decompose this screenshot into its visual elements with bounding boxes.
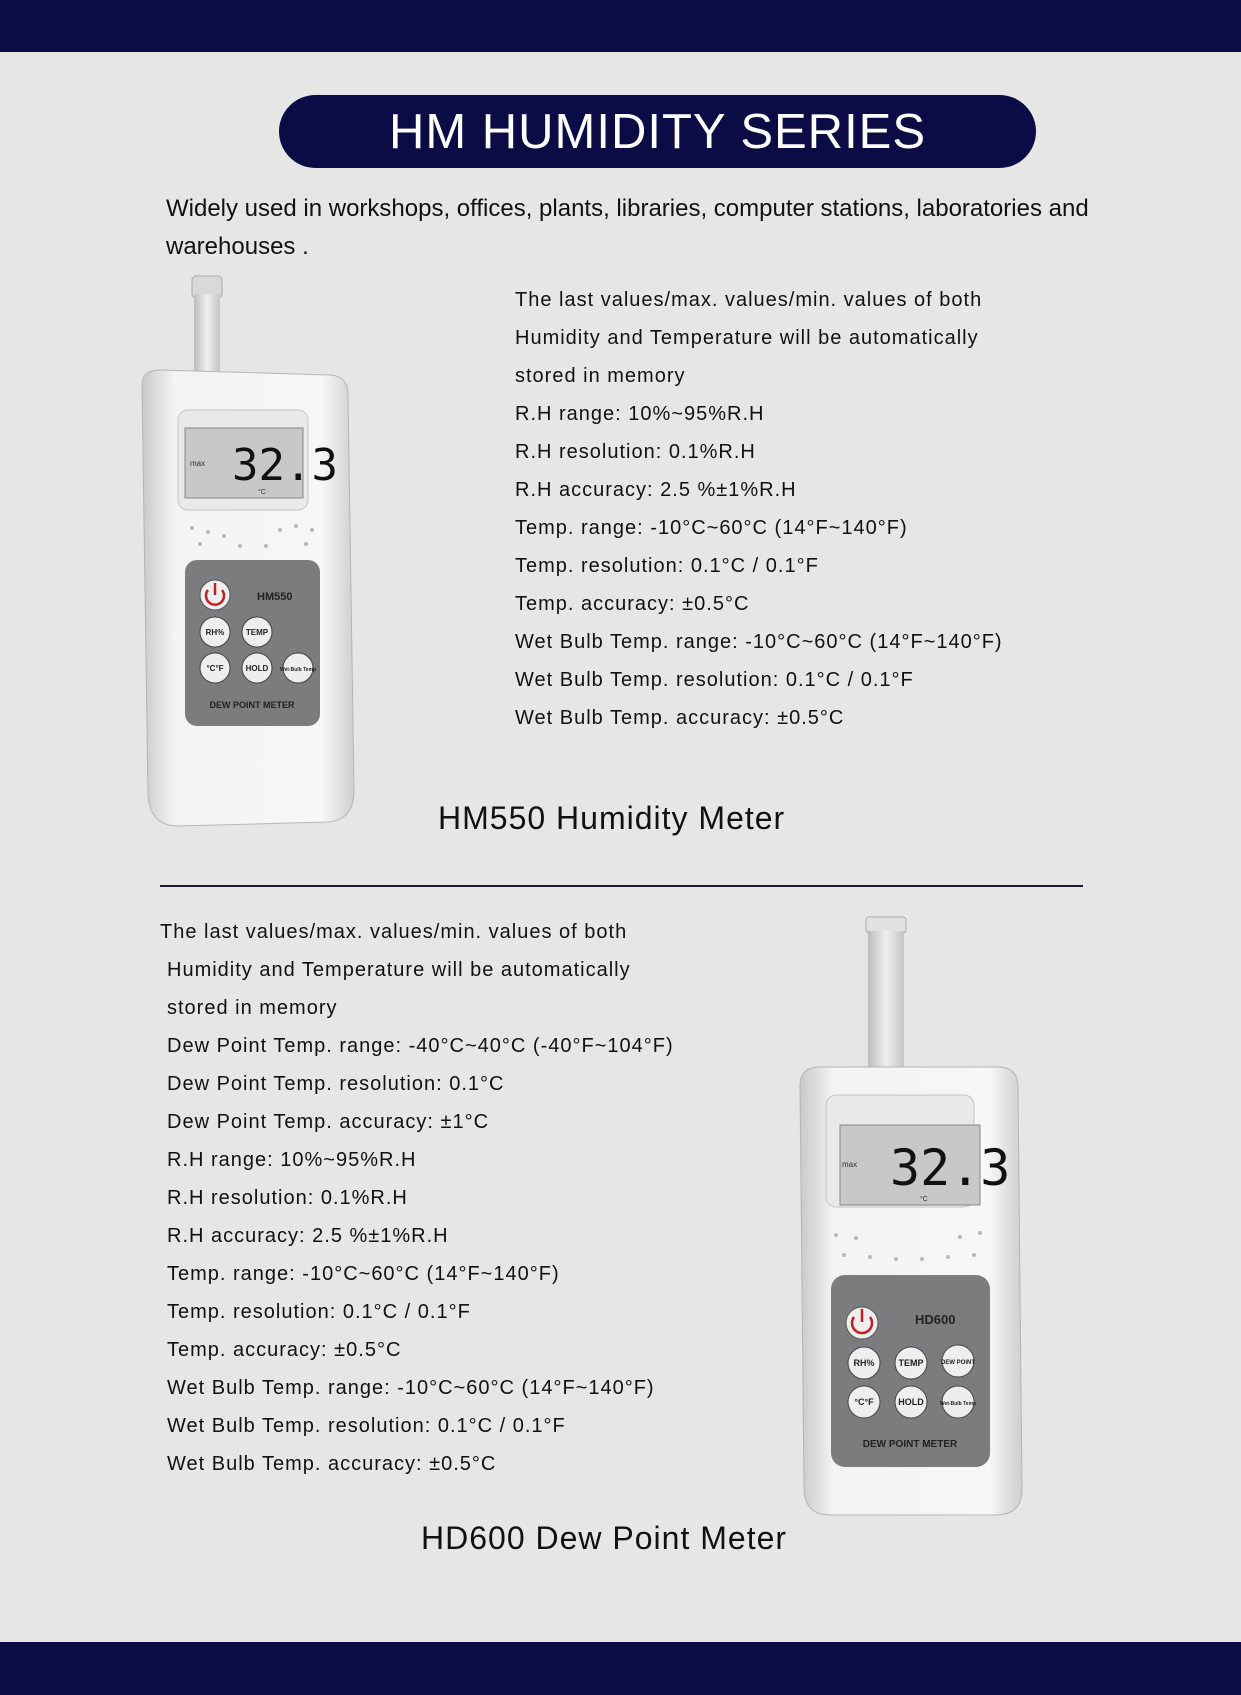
spec-line: Humidity and Temperature will be automatically	[167, 959, 631, 981]
spec-line: Wet Bulb Temp. accuracy: ±0.5°C	[167, 1453, 497, 1475]
page-title: HM HUMIDITY SERIES	[279, 95, 1036, 168]
hm550-btn-temp: TEMP	[245, 628, 269, 637]
hm550-model-label: HM550	[257, 591, 293, 603]
spec-line: R.H range: 10%~95%R.H	[515, 403, 765, 425]
spec-line: Temp. resolution: 0.1°C / 0.1°F	[515, 555, 819, 577]
spec-line: The last values/max. values/min. values of both	[515, 289, 983, 311]
section-divider	[160, 885, 1083, 887]
spec-line: Temp. resolution: 0.1°C / 0.1°F	[167, 1301, 471, 1323]
top-banner	[0, 0, 1241, 52]
hd600-btn-wetbulb: Wet-Bulb Temp	[939, 1401, 977, 1407]
spec-line: Dew Point Temp. accuracy: ±1°C	[167, 1111, 490, 1133]
spec-line: Temp. accuracy: ±0.5°C	[515, 593, 750, 615]
hd600-lcd-mode: max	[842, 1160, 858, 1169]
spec-line: R.H resolution: 0.1%R.H	[515, 441, 756, 463]
spec-line: Temp. range: -10°C~60°C (14°F~140°F)	[167, 1263, 560, 1285]
intro-paragraph: Widely used in workshops, offices, plants, libraries, computer stations, laboratories and warehouses .	[166, 195, 1089, 260]
hd600-btn-rh: RH%	[853, 1358, 875, 1368]
hm550-device-image	[130, 270, 380, 840]
hd600-lcd-value: 32.3	[890, 1139, 1011, 1197]
hm550-caption: HM550 Humidity Meter	[438, 800, 786, 836]
hm550-btn-rh: RH%	[205, 628, 225, 637]
hm550-lcd-mode: max	[190, 459, 206, 468]
hd600-btn-temp: TEMP	[898, 1358, 924, 1368]
spec-line: Wet Bulb Temp. range: -10°C~60°C (14°F~140°F)	[167, 1377, 655, 1399]
spec-line: Humidity and Temperature will be automatically	[515, 327, 979, 349]
spec-line: R.H accuracy: 2.5 %±1%R.H	[515, 479, 797, 501]
hm550-spec-list	[515, 281, 1003, 737]
hd600-btn-dewpoint: DEW POINT	[941, 1360, 975, 1366]
hm550-btn-wetbulb: Wet-Bulb Temp	[279, 667, 317, 673]
hd600-footer-label: DEW POINT METER	[862, 1439, 958, 1450]
spec-line: stored in memory	[515, 365, 686, 387]
hd600-btn-unit: °C°F	[854, 1397, 874, 1407]
spec-line: Dew Point Temp. range: -40°C~40°C (-40°F~104°F)	[167, 1035, 674, 1057]
spec-line: Wet Bulb Temp. resolution: 0.1°C / 0.1°F	[515, 669, 914, 691]
spec-line: Wet Bulb Temp. resolution: 0.1°C / 0.1°F	[167, 1415, 566, 1437]
spec-line: Temp. accuracy: ±0.5°C	[167, 1339, 402, 1361]
spec-line: Temp. range: -10°C~60°C (14°F~140°F)	[515, 517, 908, 539]
hd600-caption: HD600 Dew Point Meter	[421, 1520, 788, 1556]
hm550-lcd-unit: °C	[258, 489, 266, 496]
hm550-lcd-value: 32.3	[232, 440, 338, 491]
hm550-footer-label: DEW POINT METER	[209, 700, 295, 710]
spec-line: R.H resolution: 0.1%R.H	[167, 1187, 408, 1209]
hm550-btn-hold: HOLD	[245, 664, 269, 673]
spec-line: Wet Bulb Temp. range: -10°C~60°C (14°F~140°F)	[515, 631, 1003, 653]
hd600-model-label: HD600	[915, 1312, 956, 1327]
spec-line: The last values/max. values/min. values of both	[160, 921, 628, 943]
spec-line: Wet Bulb Temp. accuracy: ±0.5°C	[515, 707, 845, 729]
hd600-lcd-unit: °C	[920, 1196, 928, 1203]
spec-line: R.H accuracy: 2.5 %±1%R.H	[167, 1225, 449, 1247]
hd600-device-image	[790, 915, 1040, 1520]
hd600-btn-hold: HOLD	[898, 1397, 924, 1407]
spec-line: R.H range: 10%~95%R.H	[167, 1149, 417, 1171]
spec-line: Dew Point Temp. resolution: 0.1°C	[167, 1073, 505, 1095]
hm550-btn-unit: °C°F	[206, 664, 224, 673]
bottom-banner	[0, 1642, 1241, 1695]
spec-line: stored in memory	[167, 997, 338, 1019]
hd600-spec-list	[160, 913, 674, 1483]
